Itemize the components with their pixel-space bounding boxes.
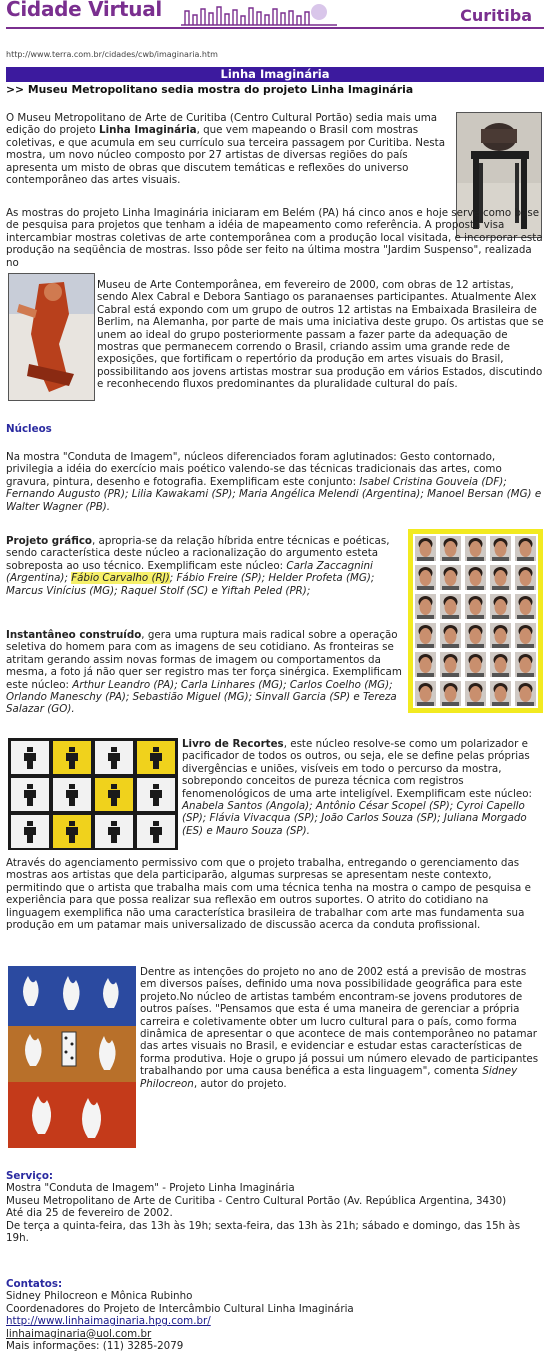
servico-block [6,1170,544,1244]
servico-line: De terça a quinta-feira, das 13h às 19h; sexta-feira, das 13h às 21h; sábado e domingo, das 15h às 19h. [6,1219,521,1245]
website-link[interactable]: http://www.linhaimaginaria.hpg.com.br/ [6,1315,211,1328]
history-paragraph: As mostras do projeto Linha Imaginária iniciaram em Belém (PA) há cinco anos e hoje serve como base de pesquisa para projetos que tenham a idéia de mapeamento como referência. A proposta visa intercambiar mostras coletivas de arte contemporânea com a produção local visitada, e incorporar esta produção na seqüência de mostras. Isso pôde ser feito na última mostra "Jardim Suspenso", realizada no [6,207,543,269]
skyline-logo-icon [181,3,337,27]
performer-photo [8,273,95,401]
source-url: http://www.terra.com.br/cidades/cwb/imaginaria.htm [6,50,218,59]
header-rule [6,27,544,29]
contatos-block [6,1278,544,1352]
portrait-grid-photo [413,534,538,708]
contatos-role: Coordenadores do Projeto de Intercâmbio Cultural Linha Imaginária [6,1302,354,1315]
history-side-paragraph: Museu de Arte Contemporânea, em fevereiro de 2000, com obras de 12 artistas, sendo Alex Cabral e Debora Santiago os paranaenses participantes. Atualmente Alex Cabral está expondo com um grupo de outros 12 artistas na Embaixada Brasileira de Berlim, na Alemanha, por parte de mais uma iniciativa deste grupo. Os artistas que se unem ao ideal do grupo posteriormente passam a fazer parte da adequação de mostras que permanecem correndo o Brasil, criando assim uma grande rede de exposições, que fortificam o repertório da produção em artes visuais do Brasil, possibilitando aos jovens artistas mostrar sua produção em vários Estados, discutindo e reconhecendo fluxos predominantes da pluralidade cultural do país. [97,279,544,391]
servico-heading: Serviço: [6,1170,54,1182]
contatos-info: Mais informações: (11) 3285-2079 [6,1340,184,1353]
article-title: Linha Imaginária [6,67,544,82]
intro-paragraph: O Museu Metropolitano de Arte de Curitiba (Centro Cultural Portão) sedia mais uma edição do projeto Linha Imaginária, que vem mapeando o Brasil com mostras coletivas, e que acumula em seu currículo sua terceira passagem por Curitiba. Nesta mostra, um novo núcleo composto por 27 artistas de diversas regiões do país apresenta um misto de obras que discutem temáticas e reflexões do universo contemporâneo das artes visuais. [6,112,446,187]
projeto-grafico-paragraph: Projeto gráfico, apropria-se da relação híbrida entre técnicas e poéticas, sendo característica deste núcleo a racionalização do argumento esteta sobreposta ao uso técnico. Exemplificam este núcleo: Carla Zaccagnini (Argentina); Fábio Carvalho (RJ); Fábio Freire (SP); Helder Profeta (MG); Marcus Vinícius (MG); Raquel Stolf (SC) e Yiftah Peled (PR); [6,535,390,597]
servico-line: Mostra "Conduta de Imagem" - Projeto Linha Imaginária [6,1182,295,1195]
flames-painting-photo [8,966,136,1148]
contatos-heading: Contatos: [6,1278,63,1290]
servico-line: Museu Metropolitano de Arte de Curitiba - Centro Cultural Portão (Av. República Argentina, 3430) [6,1194,507,1207]
agenciamento-paragraph: Através do agenciamento permissivo com que o projeto trabalha, entregando o gerenciamento das mostras aos artistas que dela participarão, algumas surpresas se apresentam neste contexto, permitindo que o artista que trabalha mais com uma técnica tenha na mostra o campo de pesquisa e experiência para que possa realizar sua reflexão em outros suportes. O atrito do cotidiano na linguagem exemplifica não uma característica brasileira de trabalhar com arte mas fundamenta sua produção em um patamar mais universalizado de discussão acerca da conduta profissional. [6,857,531,932]
instantaneo-paragraph: Instantâneo construído, gera uma ruptura mais radical sobre a operação seletiva do homem para com as imagens de seu cotidiano. As fronteiras se atritam gerando assim novas formas de imagem ou comportamentos da mesma, a foto já não quer ser registro mas ter força sinérgica. Exemplificam este núcleo: Arthur Leandro (PA); Carla Linhares (MG); Carlos Coelho (MG); Orlando Maneschy (PA); Sebastião Miguel (MG); Sinvall Garcia (SP) e Tereza Salazar (GO). [6,629,402,716]
city-label[interactable]: Curitiba [460,6,532,25]
portrait-grid-frame [408,529,543,713]
site-brand[interactable]: Cidade Virtual [6,0,162,21]
servico-line: Até dia 25 de fevereiro de 2002. [6,1207,173,1220]
email-link[interactable]: linhaimaginaria@uol.com.br [6,1327,152,1340]
highlighted-artist: Fábio Carvalho (RJ) [71,572,170,585]
nucleos-heading: Núcleos [6,423,52,435]
intencoes-paragraph: Dentre as intenções do projeto no ano de 2002 está a previsão de mostras em diversos países, definido uma nova possibilidade geográfica para este projeto.No núcleo de artistas também encontram-se jovens produtores de outros países. "Pensamos que esta é uma maneira de gerenciar a própria carreira e coletivamente obter um lucro cultural para o país, como forma dinâmica de apresentar o que acontece de mais contemporâneo no patamar das artes visuais no Brasil, e evidenciar e estudar estas características de forma produtiva. Hoje o grupo já possui um número elevado de participantes trabalhando por uma causa benéfica a esta linguagem", comenta Sidney Philocreon, autor do projeto. [140,966,539,1090]
recortes-paragraph: Livro de Recortes, este núcleo resolve-se como um polarizador e pacificador de todos os outros, ou seja, ele se define pelas próprias divergências e uniões, visíveis em todo o percurso da mostra, sobrepondo conceitos de pureza técnica com registros fenomenológicos de uma arte inteligível. Exemplificam este núcleo: Anabela Santos (Angola); Antônio César Scopel (SP); Cyroi Capello (SP); Flávia Vivacqua (SP); João Carlos Souza (SP); Juliana Morgado (ES) e Mauro Souza (SP). [182,738,533,837]
contatos-names: Sidney Philocreon e Mônica Rubinho [6,1290,193,1303]
pictogram-grid-photo [8,738,178,850]
article-subtitle: >> Museu Metropolitano sedia mostra do projeto Linha Imaginária [6,83,414,96]
conduta-paragraph: Na mostra "Conduta de Imagem", núcleos diferenciados foram aglutinados: Gesto contornado, privilegia a idéia do exercício mais poético valendo-se das técnicas tradicionais das artes, como gravura, pintura, desenho e fotografia. Exemplificam este conjunto: Isabel Cristina Gouveia (DF); Fernando Augusto (PR); Lilia Kawakami (SP); Maria Angélica Melendi (Argentina); Manoel Bersan (MG) e Walter Wagner (PB). [6,451,542,513]
